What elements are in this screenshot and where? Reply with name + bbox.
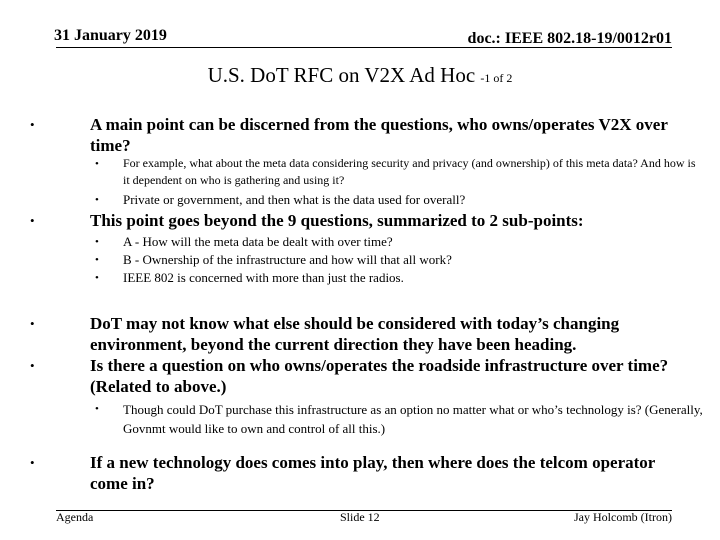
bullet-icon: • [95,158,99,170]
bullet-text: If a new technology does comes into play, then where does the telcom operator come in? [90,453,656,493]
sub-bullet-text: Though could DoT purchase this infrastructure as an option no matter what or who’s technology is? (Generally, Govnmt would like to own and control of all this.) [123,402,703,436]
footer-slide-number: Slide 12 [340,510,380,524]
bullet-text: A main point can be discerned from the questions, who owns/operates V2X over time? [90,115,668,155]
bullet-icon: • [30,455,35,470]
footer-author: Jay Holcomb (Itron) [574,510,672,524]
slide-title-text: U.S. DoT RFC on V2X Ad Hoc [207,63,476,87]
sub-bullet-text: Private or government, and then what is the data used for overall? [123,192,466,207]
bullet-icon: • [95,194,99,206]
slide-title-suffix: -1 of 2 [480,71,513,85]
bullet-icon: • [95,254,99,266]
bullet-icon: • [95,236,99,248]
bullet-icon: • [30,213,35,228]
sub-bullet-text: For example, what about the meta data considering security and privacy (and ownership) of this meta data? And how is it dependent on who is gathering and using it? [123,156,696,187]
bullet-icon: • [30,316,35,331]
bullet-text: Is there a question on who owns/operates the roadside infrastructure over time? (Related to above.) [90,356,669,396]
header-date: 31 January 2019 [54,27,167,44]
bullet-icon: • [95,272,99,284]
sub-bullet-text: A - How will the meta data be dealt with over time? [123,234,393,249]
sub-bullet-text: B - Ownership of the infrastructure and how will that all work? [123,252,452,267]
bullet-icon: • [30,358,35,373]
slide-title [0,63,720,88]
bullet-icon: • [30,117,35,132]
sub-bullet-text: IEEE 802 is concerned with more than just the radios. [123,270,404,285]
bullet-icon: • [95,403,99,415]
header-rule [56,47,672,48]
bullet-text: This point goes beyond the 9 questions, summarized to 2 sub-points: [90,211,584,230]
bullet-text: DoT may not know what else should be considered with today’s changing environment, beyond the current direction they have been heading. [90,314,620,354]
header-doc-id: doc.: IEEE 802.18-19/0012r01 [467,30,672,47]
footer-left: Agenda [56,510,94,524]
